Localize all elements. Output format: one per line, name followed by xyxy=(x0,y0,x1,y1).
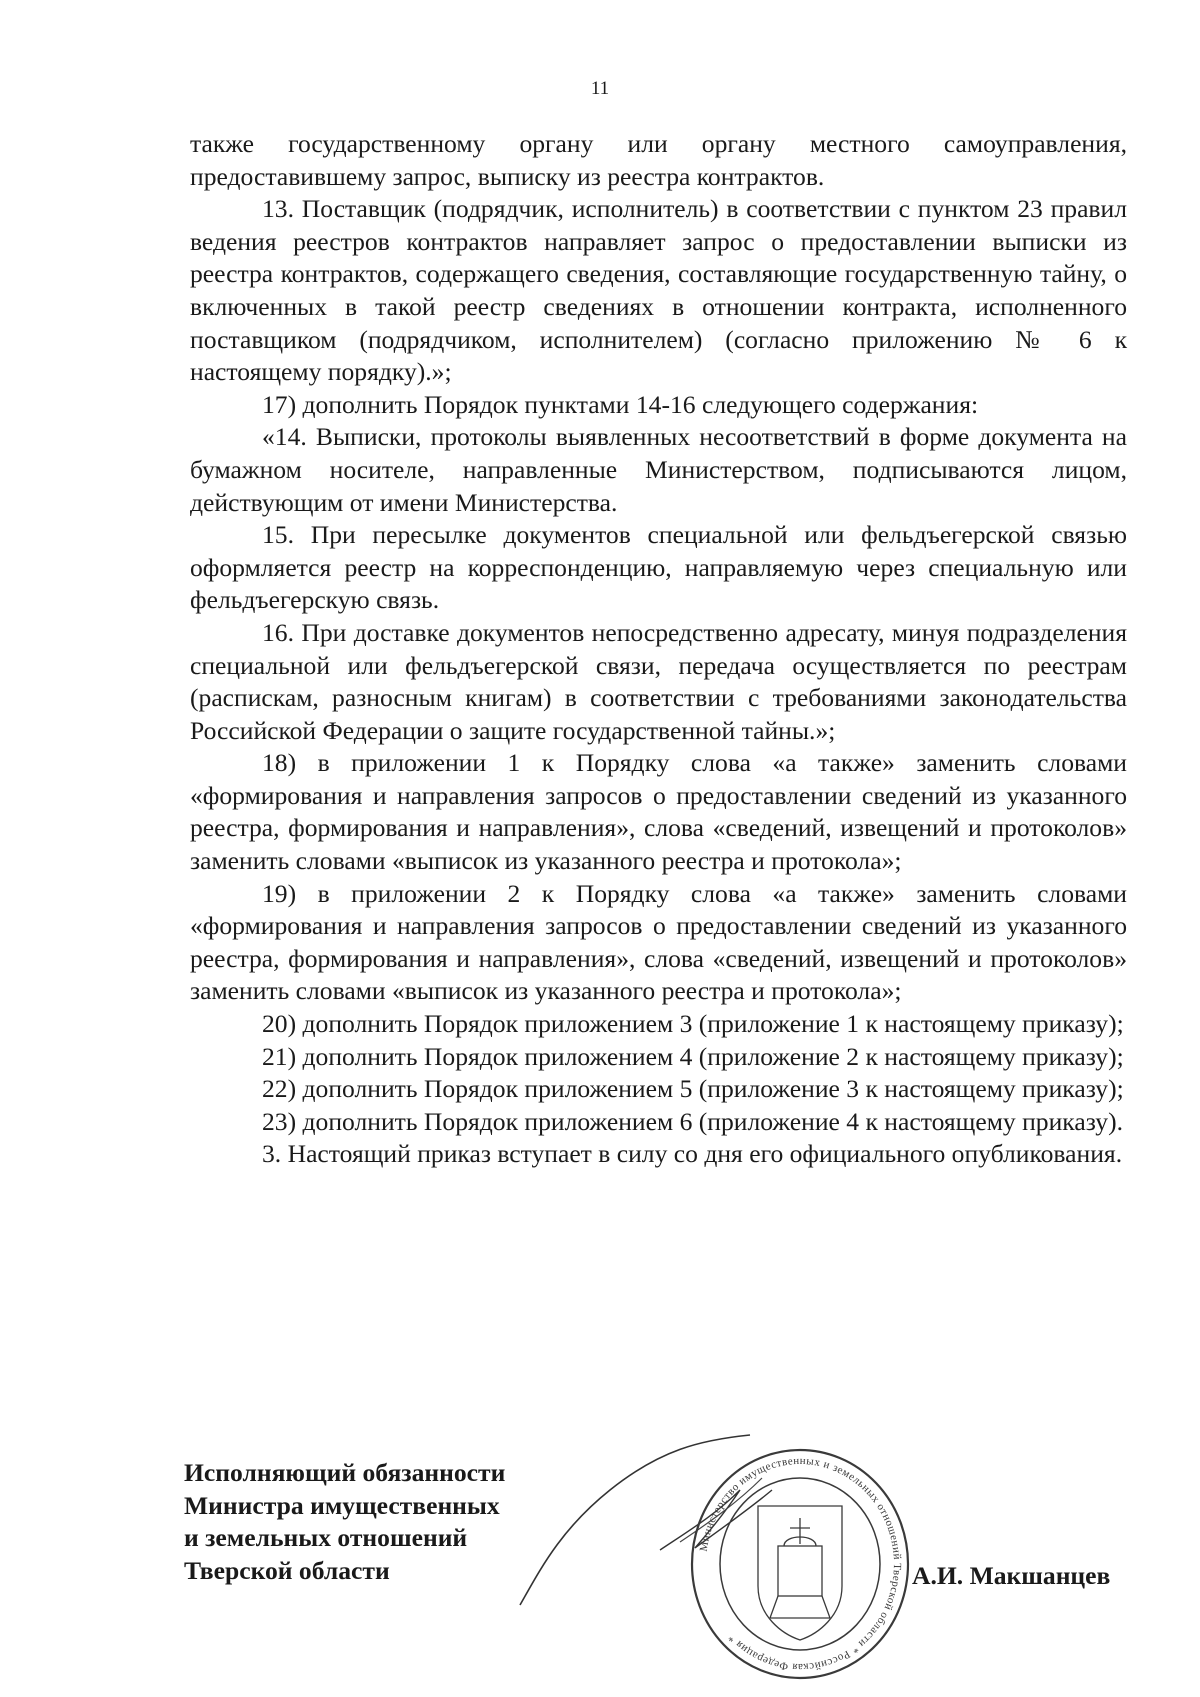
paragraph-continuation: также государственному органу или органу местного самоуправления, предоставившему запрос, выписку из реестра контрактов. xyxy=(190,129,1127,191)
page-number: 11 xyxy=(590,78,610,99)
paragraph-item-3: 3. Настоящий приказ вступает в силу со дня его официального опубликования. xyxy=(262,1139,1123,1169)
paragraph-item-13: 13. Поставщик (подрядчик, исполнитель) в соответствии с пунктом 23 правил ведения реестров контрактов направляет запрос о предоставлении выписки из реестра контрактов, содержащего сведения, составляющие государственную тайну, о включенных в такой реестр сведениях в отношении контракта, исполненного поставщиком (подрядчиком, исполнителем) (согласно приложению № 6 к настоящему порядку).»; xyxy=(190,194,1127,387)
signatory-title-line: Тверской области xyxy=(184,1555,390,1585)
paragraph-item-23: 23) дополнить Порядок приложением 6 (приложение 4 к настоящему приказу). xyxy=(262,1106,1124,1136)
paragraph-item-21: 21) дополнить Порядок приложением 4 (приложение 2 к настоящему приказу); xyxy=(262,1041,1124,1071)
signatory-title-line: и земельных отношений xyxy=(184,1523,468,1553)
signatory-title-line: Министра имущественных xyxy=(184,1490,500,1520)
signatory-name: А.И. Макшанцев xyxy=(912,1561,1111,1590)
official-seal-icon xyxy=(688,1446,912,1682)
paragraph-item-19: 19) в приложении 2 к Порядку слова «а также» заменить словами «формирования и направления запросов о предоставлении сведений из указанного реестра, формирования и направления», слова «сведений, извещений и протоколов» заменить словами «выписок из указанного реестра и протокола»; xyxy=(190,878,1127,1006)
paragraph-item-17: 17) дополнить Порядок пунктами 14-16 следующего содержания: xyxy=(262,389,979,419)
seal-text: Министерство имущественных и земельных отношений Тверской области * Российская Федерация * xyxy=(697,1454,904,1674)
signatory-title-line: Исполняющий обязанности xyxy=(184,1458,506,1487)
document-body xyxy=(190,128,1127,1171)
coat-of-arms-icon xyxy=(758,1506,842,1640)
paragraph-item-18: 18) в приложении 1 к Порядку слова «а также» заменить словами «формирования и направления запросов о предоставлении сведений из указанного реестра, формирования и направления», слова «сведений, извещений и протоколов» заменить словами «выписок из указанного реестра и протокола»; xyxy=(190,748,1127,876)
paragraph-item-15: 15. При пересылке документов специальной или фельдъегерской связью оформляется реестр на корреспонденцию, направляемую через специальную или фельдъегерскую связь. xyxy=(190,520,1127,615)
paragraph-item-22: 22) дополнить Порядок приложением 5 (приложение 3 к настоящему приказу); xyxy=(262,1074,1124,1104)
paragraph-item-16: 16. При доставке документов непосредственно адресату, минуя подразделения специальной или фельдъегерской связи, передача осуществляется по реестрам (распискам, разносным книгам) в соответствии с требованиями законодательства Российской Федерации о защите государственной тайны.»; xyxy=(190,617,1127,745)
signatory-title xyxy=(184,1457,505,1587)
paragraph-item-20: 20) дополнить Порядок приложением 3 (приложение 1 к настоящему приказу); xyxy=(262,1009,1124,1039)
paragraph-item-14: «14. Выписки, протоколы выявленных несоответствий в форме документа на бумажном носителе, направленные Министерством, подписываются лицом, действующим от имени Министерства. xyxy=(190,422,1127,517)
